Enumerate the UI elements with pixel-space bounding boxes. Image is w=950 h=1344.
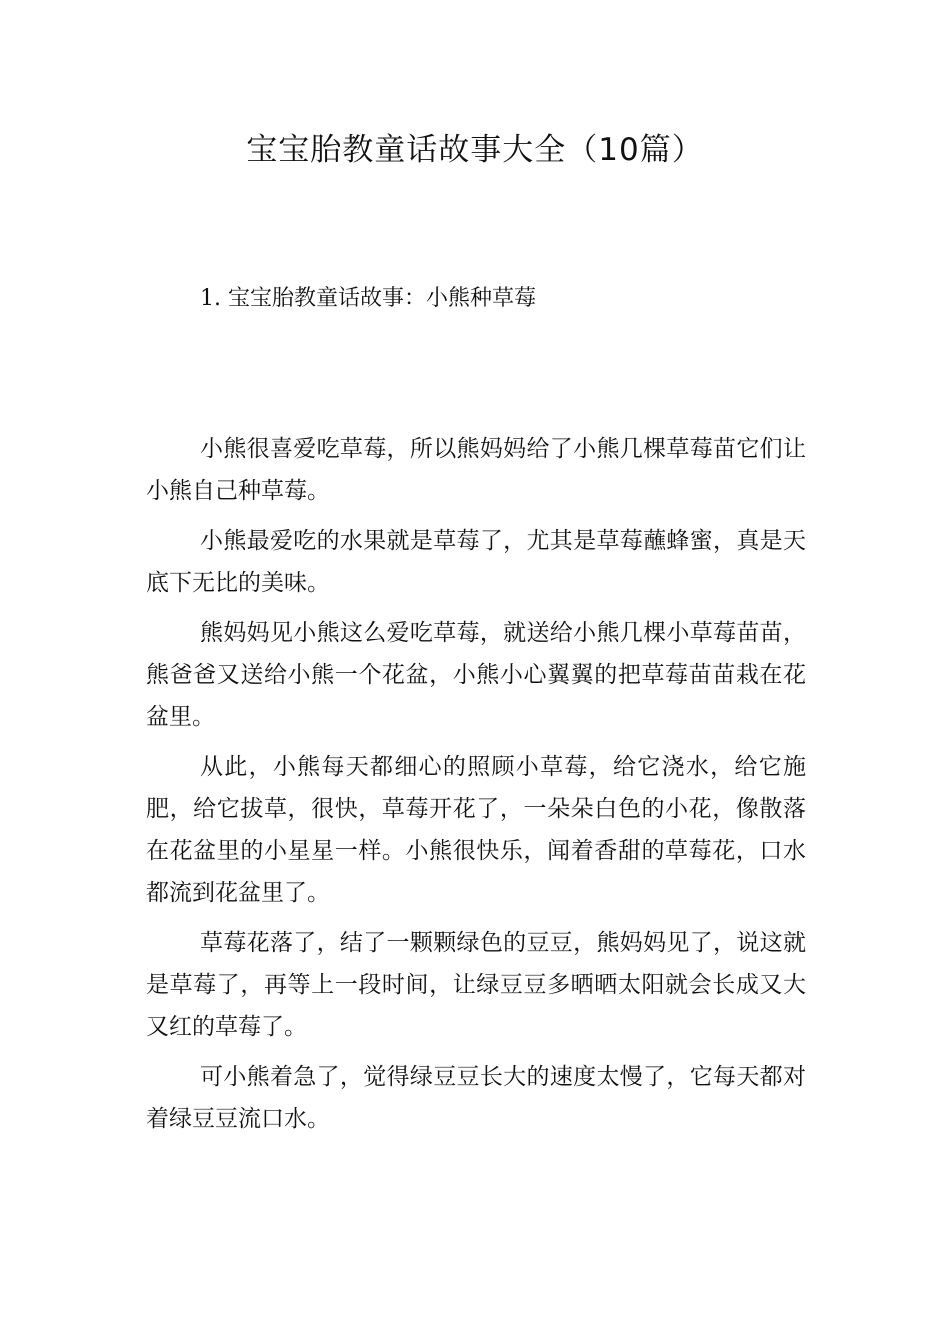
paragraph-6: 可小熊着急了，觉得绿豆豆长大的速度太慢了，它每天都对着绿豆豆流口水。 — [146, 1064, 806, 1132]
story-body — [146, 428, 806, 1148]
paragraph-5: 草莓花落了，结了一颗颗绿色的豆豆，熊妈妈见了，说这就是草莓了，再等上一段时间，让绿豆豆多晒晒太阳就会长成又大又红的草莓了。 — [146, 930, 806, 1040]
paragraph-1: 小熊很喜爱吃草莓，所以熊妈妈给了小熊几棵草莓苗它们让小熊自己种草莓。 — [146, 436, 806, 504]
paragraph-2: 小熊最爱吃的水果就是草莓了，尤其是草莓蘸蜂蜜，真是天底下无比的美味。 — [146, 528, 806, 596]
section-heading: 1. 宝宝胎教童话故事：小熊种草莓 — [200, 286, 536, 311]
paragraph-3: 熊妈妈见小熊这么爱吃草莓，就送给小熊几棵小草莓苗苗，熊爸爸又送给小熊一个花盆，小熊小心翼翼的把草莓苗苗栽在花盆里。 — [146, 620, 806, 730]
document-title: 宝宝胎教童话故事大全（10篇） — [246, 132, 704, 168]
paragraph-4: 从此，小熊每天都细心的照顾小草莓，给它浇水，给它施肥，给它拔草，很快，草莓开花了，一朵朵白色的小花，像散落在花盆里的小星星一样。小熊很快乐，闻着香甜的草莓花，口水都流到花盆里了。 — [146, 754, 806, 906]
